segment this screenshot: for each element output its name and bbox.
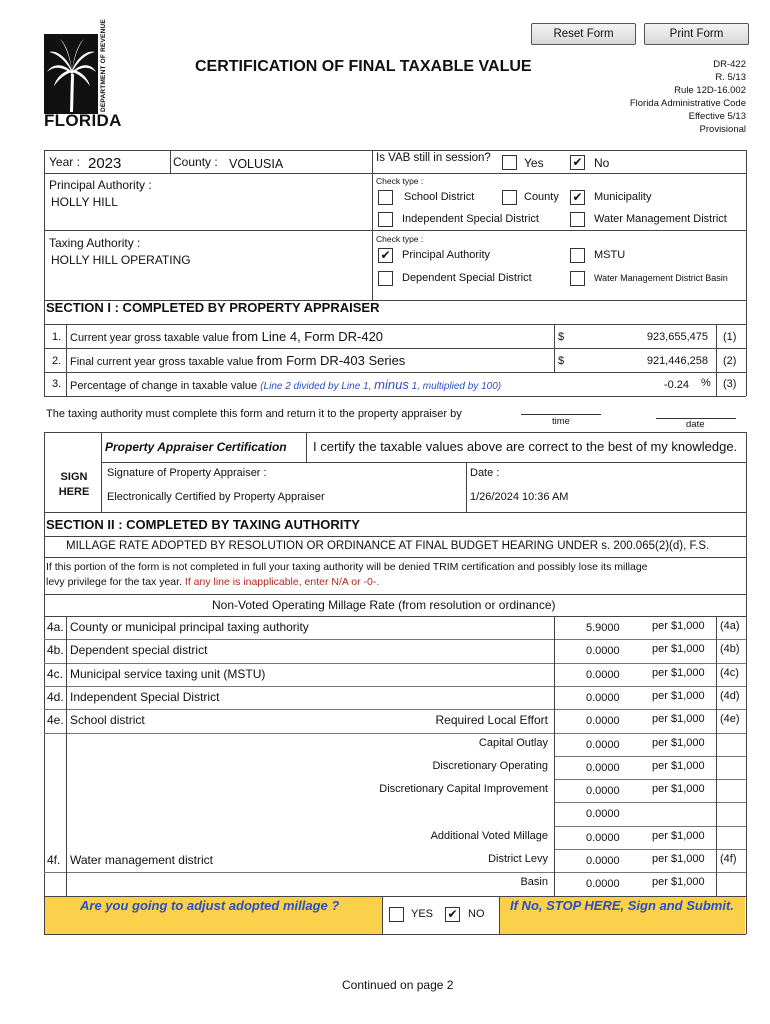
check-mark-icon: ✔	[572, 155, 583, 169]
row-divider	[44, 686, 746, 687]
line2-label-a: Final current year gross taxable value	[70, 356, 257, 368]
pa-certification-label: Property Appraiser Certification	[105, 440, 287, 454]
per-thousand-label: per $1,000	[652, 667, 705, 679]
col-divider	[716, 616, 717, 896]
line2-ref: (2)	[723, 355, 737, 367]
vab-yes-label: Yes	[524, 156, 544, 170]
col-divider	[554, 616, 555, 896]
section1-title: SECTION I : COMPLETED BY PROPERTY APPRAISER	[46, 300, 380, 315]
form-code: Florida Administrative Code	[629, 98, 746, 109]
per-thousand-label: per $1,000	[652, 760, 705, 772]
trim-warning-line2	[46, 576, 379, 588]
vab-no-label: No	[594, 156, 610, 170]
trim-warning-line1: If this portion of the form is not completed in full your taxing authority will be denied TRIM certification and possibly lose its millage	[46, 561, 648, 573]
per-thousand-label: per $1,000	[652, 643, 705, 655]
line3-label-b: (Line 2 divided by Line 1,	[260, 381, 375, 392]
line2-currency: $	[558, 355, 565, 367]
pa-signature-field[interactable]: Electronically Certified by Property Appraiser	[107, 491, 325, 503]
per-thousand-label: per $1,000	[652, 737, 705, 749]
millage-row-ref: (4e)	[720, 713, 740, 725]
line2-number: 2.	[52, 355, 62, 367]
millage-rate-field[interactable]: 5.9000	[586, 622, 620, 634]
millage-row-code: 4b.	[47, 643, 64, 657]
check-mark-icon: ✔	[380, 248, 391, 262]
millage-row-label: Independent Special District	[70, 690, 220, 704]
principal-authority-label: Principal Authority :	[49, 178, 152, 192]
year-label: Year :	[49, 155, 80, 169]
millage-row-sublabel: Discretionary Capital Improvement	[379, 783, 548, 795]
line2-label	[70, 353, 405, 368]
line3-ref: (3)	[723, 378, 737, 390]
line1-label	[70, 329, 383, 344]
form-revision: R. 5/13	[715, 72, 746, 83]
col-divider	[66, 616, 67, 896]
check-type-label-2: Check type :	[376, 234, 424, 244]
per-thousand-label: per $1,000	[652, 830, 705, 842]
line1-currency: $	[558, 331, 565, 343]
millage-row-ref: (4d)	[720, 690, 740, 702]
mstu-checkbox[interactable]	[570, 248, 585, 263]
line3-label-d: 1, multiplied by 100)	[408, 381, 502, 392]
check-mark-icon: ✔	[447, 907, 458, 921]
per-thousand-label: per $1,000	[652, 853, 705, 865]
form-rule: Rule 12D-16.002	[674, 85, 746, 96]
millage-row-ref: (4a)	[720, 620, 740, 632]
row-divider	[554, 849, 746, 850]
dependent-sd-label: Dependent Special District	[402, 272, 532, 284]
row-divider	[554, 802, 746, 803]
millage-row-ref: (4f)	[720, 853, 737, 865]
vab-label: Is VAB still in session?	[376, 152, 491, 164]
line3-label-a: Percentage of change in taxable value	[70, 380, 261, 392]
adjust-yes-label: YES	[411, 908, 434, 920]
millage-row-code: 4a.	[47, 620, 64, 634]
form-number: DR-422	[713, 59, 746, 70]
return-instruction: The taxing authority must complete this form and return it to the property appraiser by	[46, 408, 462, 420]
line3-label	[70, 377, 501, 392]
year-field[interactable]: 2023	[88, 155, 122, 172]
here-text: HERE	[58, 486, 90, 498]
line1-label-a: Current year gross taxable value	[70, 332, 233, 344]
trim-warning-2a: levy privilege for the tax year.	[46, 576, 185, 588]
millage-rate-field[interactable]: 0.0000	[586, 739, 620, 751]
millage-row-sublabel: District Levy	[488, 853, 548, 865]
millage-rate-field[interactable]: 0.0000	[586, 785, 620, 797]
millage-rate-field[interactable]: 0.0000	[586, 832, 620, 844]
nonvoted-heading: Non-Voted Operating Millage Rate (from resolution or ordinance)	[212, 598, 556, 612]
county-checkbox[interactable]	[502, 190, 517, 205]
millage-rate-field[interactable]: 0.0000	[586, 645, 620, 657]
line3-unit: %	[701, 377, 711, 389]
check-type-label-1: Check type :	[376, 176, 424, 186]
millage-row-code: 4e.	[47, 713, 64, 727]
form-effective: Effective 5/13	[688, 111, 746, 122]
pa-date-label: Date :	[470, 467, 500, 479]
row-divider	[44, 663, 746, 664]
per-thousand-label: per $1,000	[652, 690, 705, 702]
print-form-button[interactable]: Print Form	[644, 23, 749, 45]
water-mdb-label: Water Management District Basin	[594, 273, 728, 283]
line1-ref: (1)	[723, 331, 737, 343]
county-field[interactable]: VOLUSIA	[229, 157, 284, 171]
millage-rate-field[interactable]: 0.0000	[586, 715, 620, 727]
form-info-block	[630, 58, 746, 136]
reset-form-button[interactable]: Reset Form	[531, 23, 636, 45]
sign-here-label	[52, 470, 96, 500]
logo-dept-text: DEPARTMENT OF REVENUE	[100, 19, 107, 112]
millage-row-label: Water management district	[70, 853, 213, 867]
county-option-label: County	[524, 191, 559, 203]
millage-row-sublabel: Capital Outlay	[478, 737, 548, 749]
millage-heading: MILLAGE RATE ADOPTED BY RESOLUTION OR ORDINANCE AT FINAL BUDGET HEARING UNDER s. 200.065(2)(d), F.S.	[66, 540, 710, 552]
logo-florida-text: FLORIDA	[44, 111, 122, 130]
water-mdb-checkbox[interactable]	[570, 271, 585, 286]
school-district-label: School District	[404, 191, 475, 203]
adjust-no-label: NO	[468, 908, 485, 920]
date-label: date	[686, 419, 705, 430]
millage-rate-field[interactable]: 0.0000	[586, 878, 620, 890]
independent-sd-checkbox[interactable]	[378, 212, 393, 227]
line2-value[interactable]: 921,446,258	[646, 355, 708, 367]
millage-row-sublabel: Additional Voted Millage	[430, 830, 548, 842]
line1-number: 1.	[52, 331, 62, 343]
florida-dor-logo	[44, 19, 122, 130]
millage-row-label: Dependent special district	[70, 643, 208, 657]
per-thousand-label: per $1,000	[652, 876, 705, 888]
row-divider	[554, 826, 746, 827]
millage-rate-field[interactable]: 0.0000	[586, 808, 620, 820]
principal-authority-field[interactable]: HOLLY HILL	[51, 195, 118, 209]
millage-row-label: County or municipal principal taxing authority	[70, 620, 309, 634]
municipality-checkbox[interactable]	[570, 190, 585, 205]
row-divider	[44, 872, 746, 873]
row-divider	[554, 756, 746, 757]
millage-rate-field[interactable]: 0.0000	[586, 762, 620, 774]
line3-number: 3.	[52, 378, 62, 390]
row-divider	[44, 733, 746, 734]
adjust-no-checkbox[interactable]	[445, 907, 460, 922]
line3-value[interactable]: -0.24	[663, 379, 689, 391]
millage-row-sublabel: Required Local Effort	[435, 713, 548, 727]
line1-label-b: from Line 4, Form DR-420	[232, 329, 384, 344]
line1-value[interactable]: 923,655,475	[646, 331, 708, 343]
millage-rate-field[interactable]: 0.0000	[586, 669, 620, 681]
mstu-label: MSTU	[594, 249, 626, 261]
millage-row-ref: (4b)	[720, 643, 740, 655]
water-md-label: Water Management District	[594, 213, 727, 225]
adjust-yes-checkbox[interactable]	[389, 907, 404, 922]
principal-authority-option-label: Principal Authority	[402, 249, 491, 261]
per-thousand-label: per $1,000	[652, 713, 705, 725]
pa-date-field[interactable]: 1/26/2024 10:36 AM	[470, 491, 569, 503]
check-mark-icon: ✔	[572, 190, 583, 204]
millage-row-label: School district	[70, 713, 145, 727]
school-district-checkbox[interactable]	[378, 190, 393, 205]
independent-sd-label: Independent Special District	[402, 213, 539, 225]
time-label: time	[552, 416, 570, 427]
county-label: County :	[173, 155, 218, 169]
millage-row-code: 4c.	[47, 667, 64, 681]
millage-row-sublabel: Basin	[520, 876, 548, 888]
section2-title: SECTION II : COMPLETED BY TAXING AUTHORITY	[46, 517, 360, 532]
millage-row-ref: (4c)	[720, 667, 739, 679]
line2-label-b: from Form DR-403 Series	[256, 353, 406, 368]
row-divider	[44, 639, 746, 640]
millage-rate-field[interactable]: 0.0000	[586, 855, 620, 867]
per-thousand-label: per $1,000	[652, 620, 705, 632]
certification-statement: I certify the taxable values above are correct to the best of my knowledge.	[313, 439, 738, 454]
millage-rate-field[interactable]: 0.0000	[586, 692, 620, 704]
water-md-checkbox[interactable]	[570, 212, 585, 227]
sign-text: SIGN	[60, 471, 88, 483]
millage-row-label: Municipal service taxing unit (MSTU)	[70, 667, 266, 681]
millage-row-code: 4d.	[47, 690, 64, 704]
trim-warning-2b: If any line is inapplicable, enter N/A or -0-.	[184, 576, 380, 588]
dependent-sd-checkbox[interactable]	[378, 271, 393, 286]
taxing-authority-field[interactable]: HOLLY HILL OPERATING	[51, 253, 191, 267]
pa-signature-label: Signature of Property Appraiser :	[107, 467, 267, 479]
stop-here-text: If No, STOP HERE, Sign and Submit.	[510, 898, 734, 913]
per-thousand-label: per $1,000	[652, 783, 705, 795]
adjust-question: Are you going to adjust adopted millage ?	[80, 898, 340, 913]
millage-row-sublabel: Discretionary Operating	[432, 760, 548, 772]
continued-on-page-2: Continued on page 2	[342, 978, 454, 992]
principal-authority-checkbox[interactable]	[378, 248, 393, 263]
line3-label-c: minus	[374, 377, 409, 392]
municipality-label: Municipality	[594, 191, 652, 203]
vab-yes-checkbox[interactable]	[502, 155, 517, 170]
row-divider	[44, 709, 746, 710]
form-title: CERTIFICATION OF FINAL TAXABLE VALUE	[195, 58, 532, 75]
row-divider	[554, 779, 746, 780]
vab-no-checkbox[interactable]	[570, 155, 585, 170]
form-provisional: Provisional	[699, 124, 746, 135]
taxing-authority-label: Taxing Authority :	[49, 236, 141, 250]
millage-row-code: 4f.	[47, 853, 61, 867]
